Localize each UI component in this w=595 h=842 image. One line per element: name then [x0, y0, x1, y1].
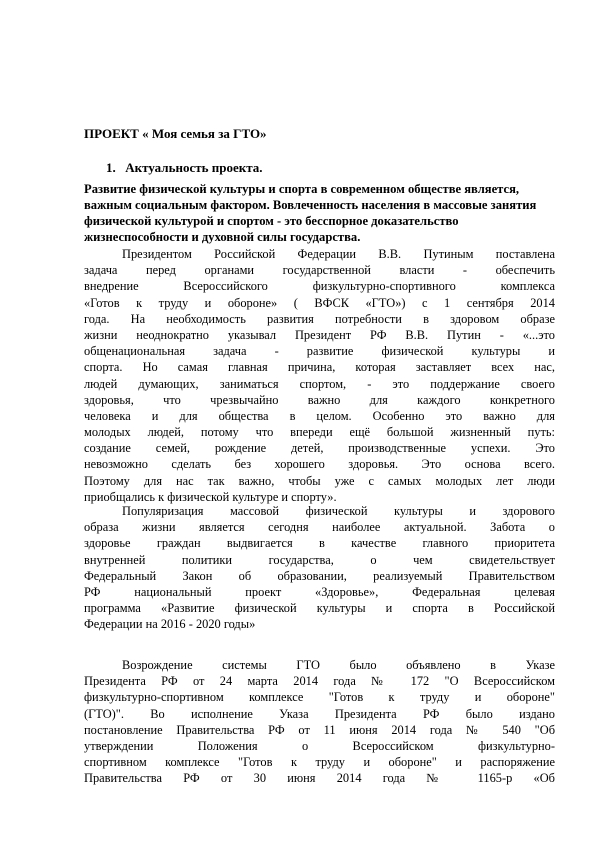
body-paragraph-president	[84, 246, 555, 505]
paragraph-line: приобщались к физической культуре и спорту».	[84, 489, 337, 504]
section-heading-text: Актуальность проекта.	[125, 160, 263, 175]
paragraph-line: Федерации на 2016 - 2020 годы»	[84, 617, 256, 632]
paragraph-line: утверждении Положения о Всероссийском физкультурно-	[84, 738, 555, 753]
paragraph-line: человека и для общества в целом. Особенно это важно для	[84, 408, 555, 423]
paragraph-line: Президента РФ от 24 марта 2014 года № 172 "О Всероссийском	[84, 674, 555, 689]
body-paragraph-popularization	[84, 503, 555, 633]
paragraph-line: внутренней политики государства, о чем свидетельствует	[84, 552, 555, 567]
section-heading	[106, 160, 263, 176]
paragraph-line: Федеральный Закон об образовании, реализуемый Правительством	[84, 568, 555, 583]
intro-line: жизнеспособности и духовной силы государства.	[84, 230, 361, 244]
paragraph-line: молодых людей, потому что впереди ещё большой жизненный путь:	[84, 425, 555, 440]
intro-lead-paragraph	[84, 181, 554, 245]
paragraph-line: задача перед органами государственной власти - обеспечить	[84, 263, 555, 278]
intro-line: важным социальным фактором. Вовлеченность населения в массовые занятия	[84, 198, 537, 212]
paragraph-line: Возрождение системы ГТО было объявлено в Указе	[122, 658, 555, 672]
paragraph-line: невозможно сделать без хорошего здоровья. Это основа всего.	[84, 457, 555, 472]
paragraph-line: создание семей, рождение детей, производственные успехи. Это	[84, 441, 555, 456]
intro-line: физической культурой и спортом - это бесспорное доказательство	[84, 214, 459, 228]
paragraph-line: программа «Развитие физической культуры и спорта в Российской	[84, 601, 555, 616]
paragraph-line: РФ национальный проект «Здоровье», Федеральная целевая	[84, 584, 555, 599]
paragraph-line: Популяризация массовой физической культуры и здорового	[122, 504, 555, 518]
body-paragraph-revival	[84, 657, 555, 787]
paragraph-line: «Готов к труду и обороне» ( ВФСК «ГТО») с 1 сентября 2014	[84, 295, 555, 310]
paragraph-line: Президентом Российской Федерации В.В. Путиным поставлена	[122, 247, 555, 261]
paragraph-line: спорта. Но самая главная причина, которая заставляет всех нас,	[84, 360, 555, 375]
paragraph-line: года. На необходимость развития потребности в здоровом образе	[84, 311, 555, 326]
paragraph-line: физкультурно-спортивном комплексе "Готов к труду и обороне"	[84, 690, 555, 705]
paragraph-line: общенациональная задача - развитие физической культуры и	[84, 344, 555, 359]
paragraph-line: людей думающих, заниматься спортом, - это поддержание своего	[84, 376, 555, 391]
paragraph-line: здоровье граждан выдвигается в качестве главного приоритета	[84, 536, 555, 551]
paragraph-line: спортивном комплексе "Готов к труду и обороне" и распоряжение	[84, 755, 555, 770]
paragraph-line: образа жизни является сегодня наиболее актуальной. Забота о	[84, 520, 555, 535]
paragraph-line: (ГТО)". Во исполнение Указа Президента РФ было издано	[84, 706, 555, 721]
paragraph-line: постановление Правительства РФ от 11 июня 2014 года № 540 "Об	[84, 722, 555, 737]
document-title: ПРОЕКТ « Моя семья за ГТО»	[84, 126, 267, 141]
intro-line: Развитие физической культуры и спорта в современном обществе является,	[84, 182, 520, 196]
paragraph-line: здоровья, что чрезвычайно важно для каждого конкретного	[84, 392, 555, 407]
paragraph-line: Правительства РФ от 30 июня 2014 года № 1165-р «Об	[84, 771, 555, 786]
paragraph-line: внедрение Всероссийского физкультурно-спортивного комплекса	[84, 279, 555, 294]
section-number: 1.	[106, 160, 116, 175]
paragraph-line: жизни неоднократно указывал Президент РФ В.В. Путин - «...это	[84, 327, 555, 342]
paragraph-line: Поэтому для нас так важно, чтобы уже с самых молодых лет люди	[84, 473, 555, 488]
